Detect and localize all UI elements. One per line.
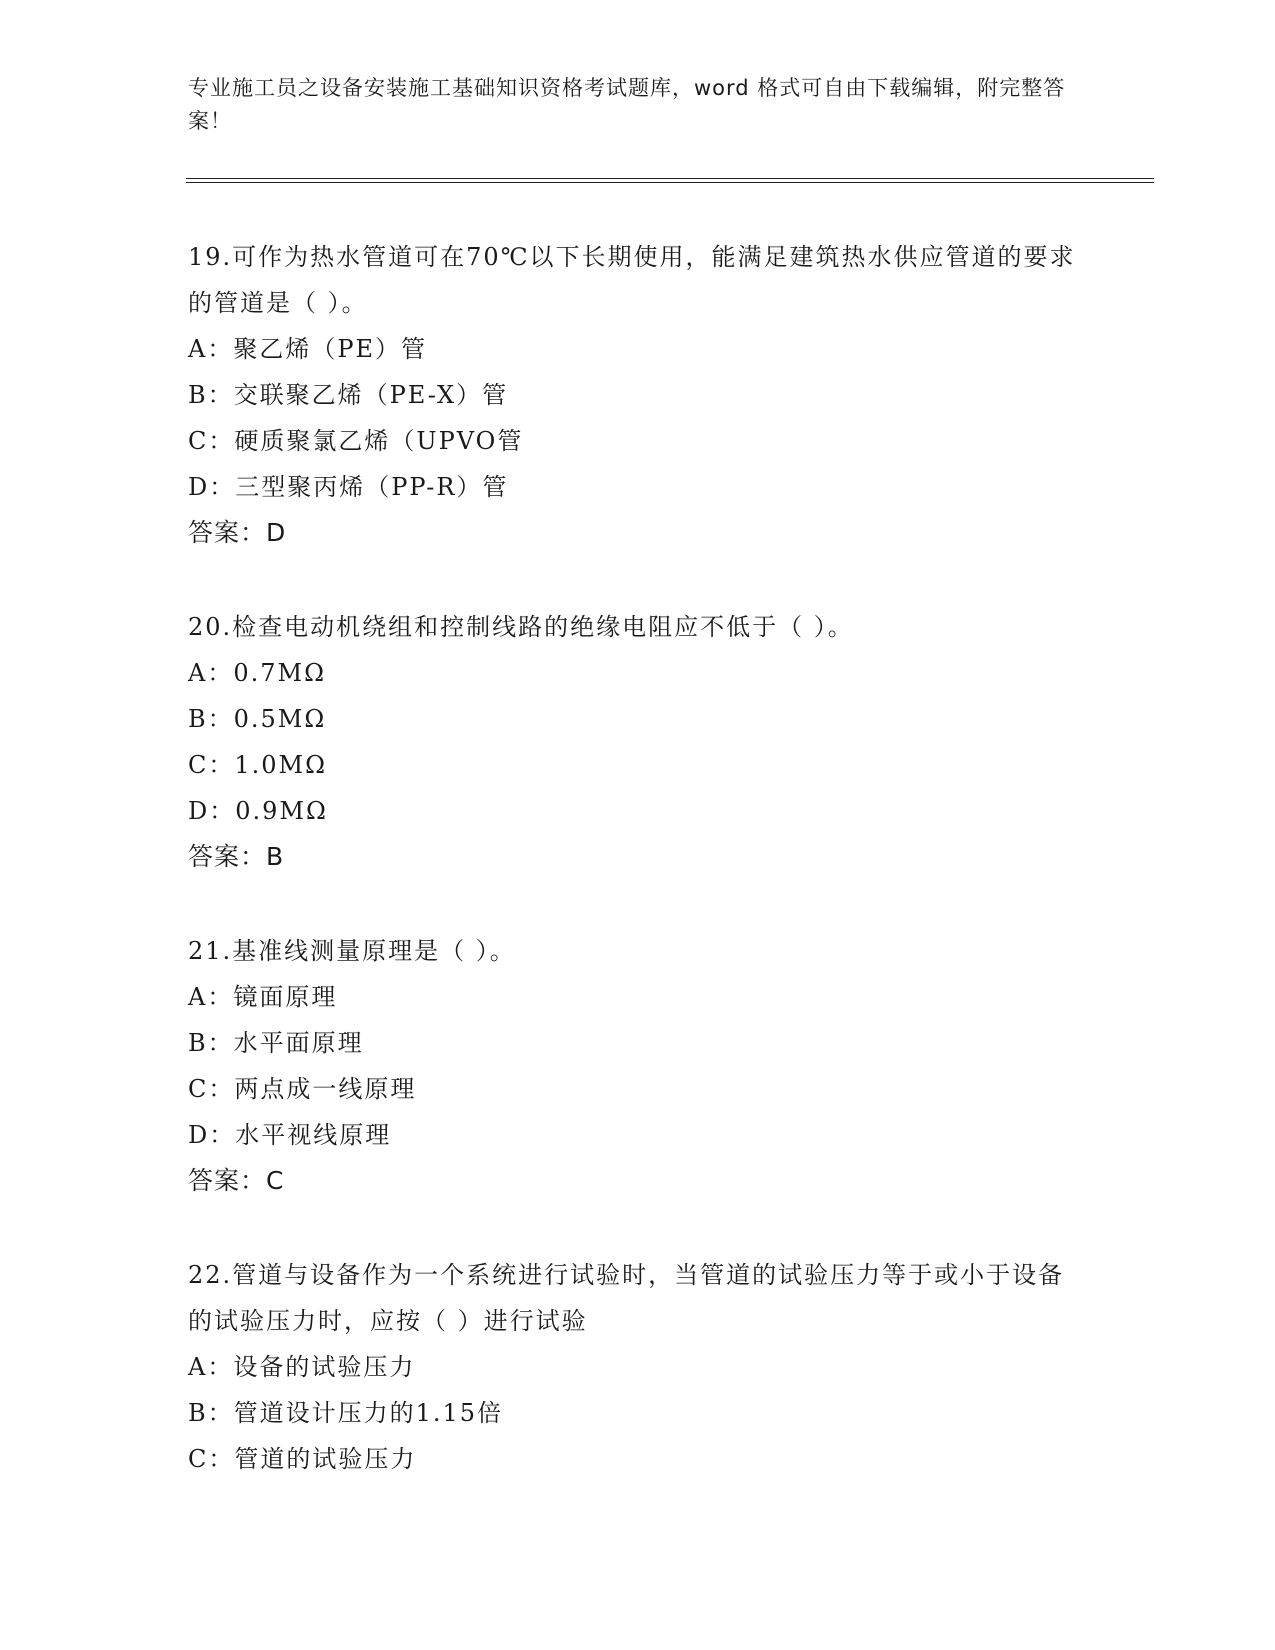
option-a: A：镜面原理 <box>188 983 338 1011</box>
answer: 答案：C <box>188 1166 285 1195</box>
option-d: D：水平视线原理 <box>188 1121 392 1149</box>
option-a: A：聚乙烯（PE）管 <box>188 335 427 363</box>
option-c: C：两点成一线原理 <box>188 1075 417 1103</box>
header-divider <box>186 178 1154 183</box>
answer: 答案：D <box>188 518 287 547</box>
option-b: B：水平面原理 <box>188 1029 364 1057</box>
option-b: B：交联聚乙烯（PE-X）管 <box>188 381 509 409</box>
question-list <box>188 234 1088 1530</box>
question-stem: 20.检查电动机绕组和控制线路的绝缘电阻应不低于（ ）。 <box>188 613 854 641</box>
option-c: C：1.0MΩ <box>188 751 328 779</box>
option-d: D：三型聚丙烯（PP-R）管 <box>188 473 509 501</box>
option-a: A：0.7MΩ <box>188 659 326 687</box>
question-stem: 19.可作为热水管道可在70℃以下长期使用，能满足建筑热水供应管道的要求的管道是（ ）。 <box>188 243 1076 317</box>
option-a: A：设备的试验压力 <box>188 1353 416 1381</box>
answer: 答案：B <box>188 842 285 871</box>
document-header: 专业施工员之设备安装施工基础知识资格考试题库，word 格式可自由下载编辑，附完整答案！ <box>188 76 1066 133</box>
question-22 <box>188 1252 1088 1482</box>
question-19 <box>188 234 1088 556</box>
option-b: B：管道设计压力的1.15倍 <box>188 1399 504 1427</box>
option-d: D：0.9MΩ <box>188 797 328 825</box>
question-21 <box>188 928 1088 1204</box>
option-b: B：0.5MΩ <box>188 705 327 733</box>
question-stem: 22.管道与设备作为一个系统进行试验时，当管道的试验压力等于或小于设备的试验压力时，应按（ ）进行试验 <box>188 1261 1065 1335</box>
question-20 <box>188 604 1088 880</box>
option-c: C：管道的试验压力 <box>188 1445 417 1473</box>
option-c: C：硬质聚氯乙烯（UPVO管 <box>188 427 524 455</box>
question-stem: 21.基准线测量原理是（ ）。 <box>188 937 516 965</box>
